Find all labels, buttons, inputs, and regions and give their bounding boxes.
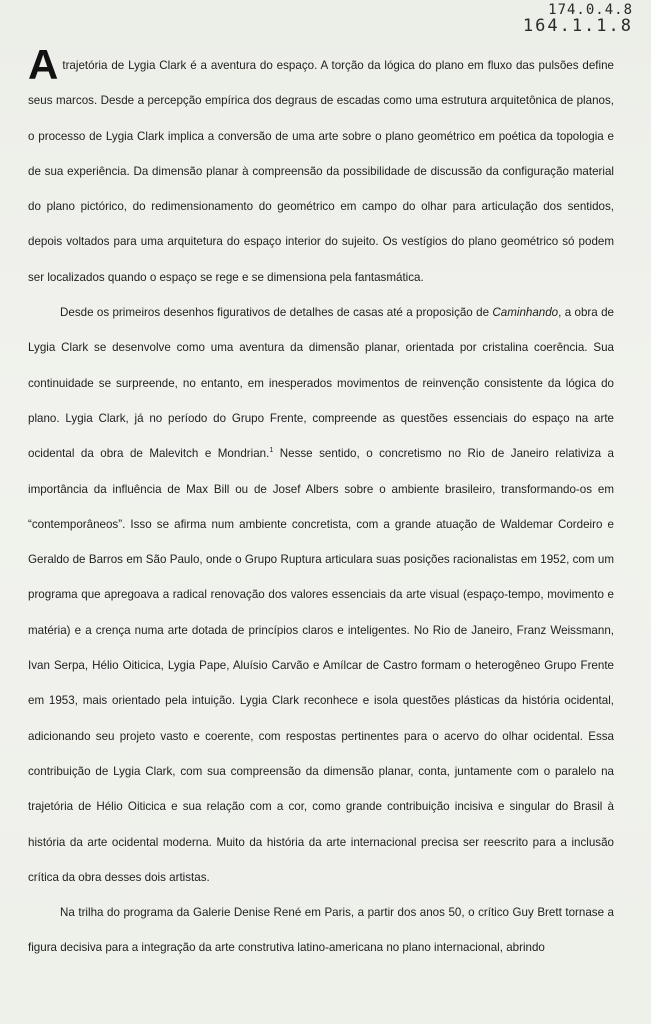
catalog-number-handwritten [523,2,633,34]
catalog-line-1: 174.0.4.8 [548,2,633,18]
paragraph-2 [28,295,614,895]
body-text [28,41,615,966]
footnote-marker: 1 [269,447,274,455]
paragraph-2-text-b: , a obra de Lygia Clark se desenvolve como uma aventura da dimensão planar, orientada por cristalina coerência. Sua continuidade se surpreende, no entanto, em inesperados movimentos de reinvenção consistente da lógica do plano. Lygia Clark, já no período do Grupo Frente, compreende as questões essenciais do espaço na arte ocidental da obra de Malevitch e Mondrian. [28,306,615,461]
paragraph-2-italic-title: Caminhando [492,306,559,320]
paragraph-2-text-a: Desde os primeiros desenhos figurativos de detalhes de casas até a proposição de [60,306,493,320]
drop-cap: A [28,41,59,88]
paragraph-2-text-c: Nesse sentido, o concretismo no Rio de Janeiro relativiza a importância da influência de Max Bill ou de Josef Albers sobre o ambiente brasileiro, transformando-os em “contemporâneos”. Isso se afirma num ambiente concretista, com a grande atuação de Waldemar Cordeiro e Geraldo de Barros em São Paulo, onde o Grupo Ruptura articulara suas posições racionalistas em 1952, com um programa que apregoava a radical renovação dos valores essenciais da arte visual (espaço-tempo, movimento e matéria) e a crença numa arte dotada de princípios claros e inteligentes. No Rio de Janeiro, Franz Weissmann, Ivan Serpa, Hélio Oiticica, Lygia Pape, Aluísio Carvão e Amílcar de Castro formam o heterogêneo Grupo Frente em 1953, mais orientado pela intuição. Lygia Clark reconhece e isola questões plásticas da história ocidental, adicionando seu projeto vasto e coerente, com respostas pertinentes para o acervo do olhar ocidental. Essa contribuição de Lygia Clark, com sua compreensão da dimensão planar, conta, juntamente com o paralelo na trajetória de Hélio Oiticica e sua relação com a cor, como grande contribuição incisiva e singular do Brasil à história da arte ocidental moderna. Muito da história da arte internacional precisa ser reescrito para a inclusão crítica da obra desses dois artistas. [28,447,614,884]
paragraph-3-text: Na trilha do programa da Galerie Denise René em Paris, a partir dos anos 50, o crítico Guy Brett tornase a figura decisiva para a integração da arte construtiva latino-americana no plano internacional, abrindo [28,906,614,955]
paragraph-1-text: trajetória de Lygia Clark é a aventura do espaço. A torção da lógica do plano em fluxo das pulsões define seus marcos. Desde a percepção empírica dos degraus de escadas como uma estrutura arquitetônica de planos, o processo de Lygia Clark implica a conversão de uma arte sobre o plano geométrico em poética da topologia e de sua experiência. Da dimensão planar à compreensão da possibilidade de discussão da configuração material do plano pictórico, do redimensionamento do geométrico em campo do olhar para articulação dos sentidos, depois voltados para uma arquitetura do espaço interior do sujeito. Os vestígios do plano geométrico só podem ser localizados quando o espaço se rege e se dimensiona pela fantasmática. [28,59,614,284]
paragraph-1 [28,41,614,295]
paragraph-3 [28,895,614,966]
catalog-line-2: 164.1.1.8 [522,16,633,36]
